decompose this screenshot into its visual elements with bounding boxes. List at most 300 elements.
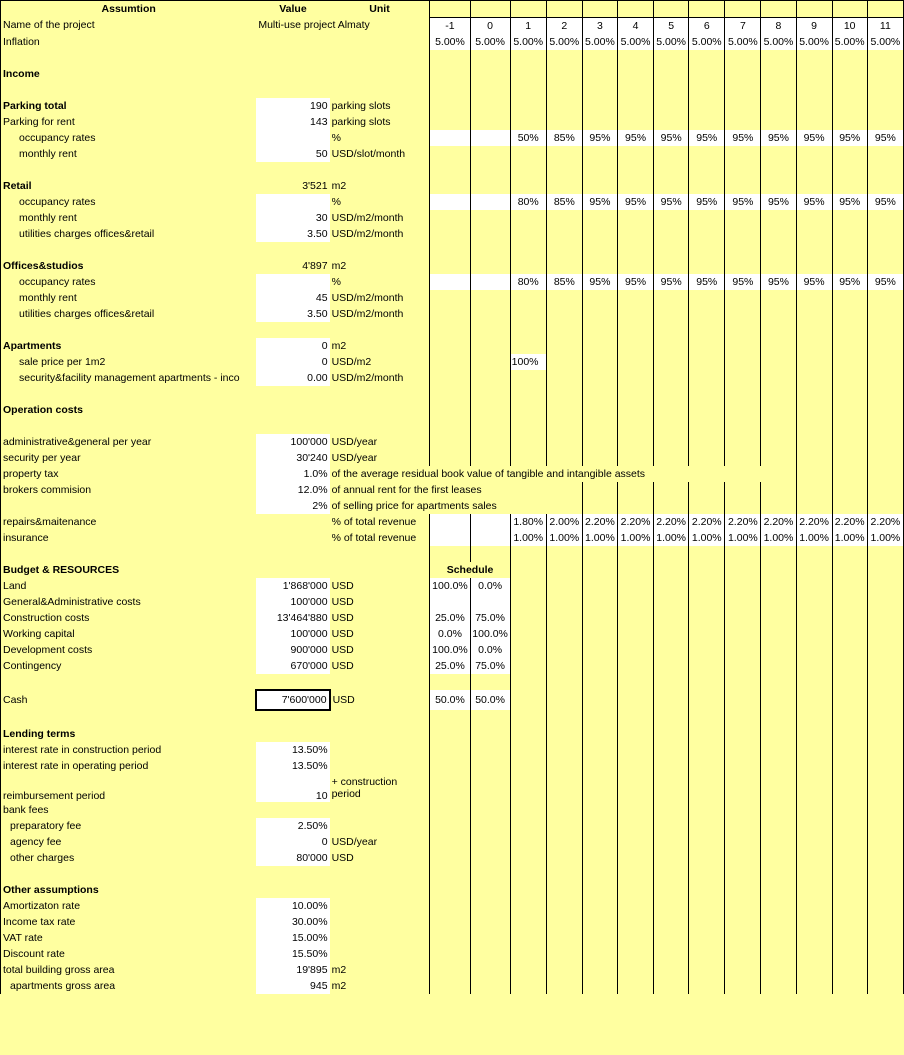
year-cell[interactable] <box>832 162 867 178</box>
year-cell[interactable] <box>510 50 546 66</box>
year-cell[interactable] <box>796 610 832 626</box>
year-cell[interactable] <box>689 370 725 386</box>
year-cell[interactable] <box>832 626 867 642</box>
year-cell[interactable] <box>617 338 653 354</box>
year-cell[interactable] <box>832 866 867 882</box>
year-cell[interactable] <box>546 758 582 774</box>
year-cell[interactable] <box>689 898 725 914</box>
year-cell[interactable] <box>796 802 832 818</box>
year-cell[interactable] <box>725 946 761 962</box>
year-cell[interactable] <box>546 434 582 450</box>
year-cell[interactable]: 95% <box>761 274 796 290</box>
year-cell[interactable] <box>617 146 653 162</box>
year-cell[interactable] <box>430 514 470 530</box>
year-cell[interactable] <box>761 434 796 450</box>
year-cell[interactable] <box>725 690 761 710</box>
year-cell[interactable]: 5.00% <box>430 34 470 50</box>
year-cell[interactable] <box>546 850 582 866</box>
year-cell[interactable] <box>761 802 796 818</box>
year-cell[interactable] <box>617 774 653 802</box>
year-cell[interactable] <box>796 322 832 338</box>
year-cell[interactable]: 95% <box>832 194 867 210</box>
year-cell[interactable] <box>510 690 546 710</box>
year-cell[interactable]: 75.0% <box>470 610 510 626</box>
year-cell[interactable] <box>582 114 617 130</box>
year-cell[interactable] <box>470 306 510 322</box>
year-cell[interactable] <box>761 338 796 354</box>
year-cell[interactable] <box>796 898 832 914</box>
year-cell[interactable] <box>689 386 725 402</box>
year-cell[interactable] <box>470 194 510 210</box>
year-cell[interactable] <box>725 322 761 338</box>
year-cell[interactable] <box>654 690 689 710</box>
year-cell[interactable] <box>546 978 582 994</box>
year-cell[interactable] <box>430 850 470 866</box>
year-cell[interactable] <box>617 178 653 194</box>
year-cell[interactable] <box>725 850 761 866</box>
year-cell[interactable] <box>470 546 510 562</box>
year-cell[interactable]: 95% <box>654 130 689 146</box>
year-cell[interactable] <box>796 658 832 674</box>
year-cell[interactable] <box>546 418 582 434</box>
year-cell[interactable] <box>796 482 832 498</box>
year-cell[interactable] <box>470 50 510 66</box>
year-cell[interactable] <box>867 178 903 194</box>
year-cell[interactable] <box>470 946 510 962</box>
year-cell[interactable]: 2.20% <box>832 514 867 530</box>
year-cell[interactable]: 0.0% <box>470 642 510 658</box>
row-value[interactable]: 0.00 <box>256 370 329 386</box>
year-cell[interactable]: 80% <box>510 194 546 210</box>
year-cell[interactable] <box>582 930 617 946</box>
year-cell[interactable] <box>430 434 470 450</box>
year-cell[interactable] <box>725 642 761 658</box>
year-cell[interactable] <box>546 66 582 82</box>
year-cell[interactable] <box>546 658 582 674</box>
year-cell[interactable] <box>546 626 582 642</box>
year-cell[interactable] <box>470 850 510 866</box>
row-value[interactable]: 30 <box>256 210 329 226</box>
year-cell[interactable] <box>430 418 470 434</box>
year-cell[interactable] <box>617 930 653 946</box>
row-value[interactable]: 143 <box>256 114 329 130</box>
year-cell[interactable] <box>761 866 796 882</box>
year-cell[interactable] <box>832 114 867 130</box>
year-cell[interactable] <box>582 322 617 338</box>
year-cell[interactable] <box>796 418 832 434</box>
year-cell[interactable] <box>654 178 689 194</box>
year-cell[interactable]: 25.0% <box>430 658 470 674</box>
year-cell[interactable] <box>510 258 546 274</box>
year-cell[interactable] <box>510 98 546 114</box>
year-cell[interactable] <box>470 514 510 530</box>
year-cell[interactable] <box>546 930 582 946</box>
year-cell[interactable] <box>470 834 510 850</box>
year-cell[interactable] <box>430 758 470 774</box>
year-cell[interactable] <box>654 802 689 818</box>
year-cell[interactable] <box>725 434 761 450</box>
year-cell[interactable] <box>689 850 725 866</box>
year-cell[interactable] <box>510 402 546 418</box>
year-cell[interactable] <box>832 742 867 758</box>
year-cell[interactable] <box>867 946 903 962</box>
year-cell[interactable] <box>582 866 617 882</box>
year-cell[interactable]: 85% <box>546 194 582 210</box>
year-cell[interactable] <box>832 178 867 194</box>
year-cell[interactable] <box>725 626 761 642</box>
year-cell[interactable] <box>510 578 546 594</box>
year-cell[interactable] <box>510 758 546 774</box>
year-cell[interactable] <box>654 98 689 114</box>
year-cell[interactable] <box>689 498 725 514</box>
year-cell[interactable] <box>796 306 832 322</box>
year-cell[interactable] <box>761 818 796 834</box>
year-cell[interactable] <box>725 962 761 978</box>
year-cell[interactable] <box>582 690 617 710</box>
year-cell[interactable]: 1.00% <box>689 530 725 546</box>
year-cell[interactable] <box>796 162 832 178</box>
year-cell[interactable] <box>430 338 470 354</box>
row-value[interactable]: 100'000 <box>256 594 329 610</box>
year-cell[interactable] <box>654 962 689 978</box>
year-cell[interactable] <box>761 710 796 726</box>
year-cell[interactable] <box>867 690 903 710</box>
year-cell[interactable] <box>867 594 903 610</box>
year-cell[interactable] <box>510 178 546 194</box>
year-cell[interactable] <box>761 930 796 946</box>
year-cell[interactable] <box>470 338 510 354</box>
year-cell[interactable] <box>546 82 582 98</box>
year-cell[interactable] <box>430 114 470 130</box>
year-cell[interactable] <box>470 450 510 466</box>
year-cell[interactable] <box>617 674 653 690</box>
year-cell[interactable] <box>796 850 832 866</box>
year-cell[interactable] <box>761 306 796 322</box>
year-cell[interactable] <box>725 290 761 306</box>
row-value[interactable]: 45 <box>256 290 329 306</box>
year-cell[interactable] <box>617 258 653 274</box>
year-cell[interactable] <box>725 818 761 834</box>
year-cell[interactable] <box>689 98 725 114</box>
year-cell[interactable] <box>761 546 796 562</box>
year-cell[interactable] <box>617 802 653 818</box>
year-cell[interactable]: 0.0% <box>470 578 510 594</box>
year-cell[interactable] <box>725 354 761 370</box>
year-cell[interactable] <box>796 914 832 930</box>
year-cell[interactable] <box>617 498 653 514</box>
year-cell[interactable] <box>654 866 689 882</box>
year-cell[interactable] <box>832 226 867 242</box>
year-cell[interactable] <box>689 306 725 322</box>
year-cell[interactable]: 1.00% <box>510 530 546 546</box>
row-value[interactable]: 0 <box>256 354 329 370</box>
year-cell[interactable] <box>617 578 653 594</box>
year-cell[interactable] <box>582 402 617 418</box>
year-cell[interactable] <box>832 898 867 914</box>
year-cell[interactable] <box>832 774 867 802</box>
year-cell[interactable] <box>725 306 761 322</box>
year-cell[interactable] <box>546 866 582 882</box>
year-cell[interactable]: 1.00% <box>546 530 582 546</box>
year-cell[interactable] <box>796 866 832 882</box>
year-cell[interactable] <box>510 290 546 306</box>
year-cell[interactable]: 1.00% <box>617 530 653 546</box>
year-cell[interactable] <box>867 658 903 674</box>
year-cell[interactable] <box>430 226 470 242</box>
year-cell[interactable] <box>546 546 582 562</box>
year-cell[interactable] <box>689 726 725 742</box>
year-cell[interactable] <box>761 162 796 178</box>
year-cell[interactable] <box>867 818 903 834</box>
year-cell[interactable] <box>617 834 653 850</box>
year-cell[interactable] <box>761 946 796 962</box>
row-value[interactable]: 15.00% <box>256 930 329 946</box>
year-cell[interactable]: 95% <box>689 194 725 210</box>
year-cell[interactable] <box>654 210 689 226</box>
year-cell[interactable] <box>832 402 867 418</box>
year-cell[interactable] <box>582 658 617 674</box>
year-cell[interactable] <box>689 930 725 946</box>
row-value[interactable]: 13.50% <box>256 742 329 758</box>
year-cell[interactable] <box>510 834 546 850</box>
year-cell[interactable] <box>689 674 725 690</box>
year-cell[interactable] <box>510 226 546 242</box>
year-cell[interactable] <box>867 866 903 882</box>
year-cell[interactable] <box>510 594 546 610</box>
year-cell[interactable] <box>867 642 903 658</box>
year-cell[interactable] <box>796 178 832 194</box>
year-cell[interactable] <box>470 530 510 546</box>
year-cell[interactable] <box>689 402 725 418</box>
year-cell[interactable] <box>617 710 653 726</box>
year-cell[interactable] <box>430 130 470 146</box>
year-cell[interactable] <box>867 242 903 258</box>
year-cell[interactable] <box>510 306 546 322</box>
year-cell[interactable] <box>654 546 689 562</box>
year-cell[interactable]: 5.00% <box>470 34 510 50</box>
year-cell[interactable] <box>796 370 832 386</box>
year-cell[interactable] <box>582 546 617 562</box>
year-cell[interactable] <box>867 210 903 226</box>
year-cell[interactable] <box>546 354 582 370</box>
year-cell[interactable] <box>470 402 510 418</box>
year-cell[interactable] <box>832 882 867 898</box>
year-cell[interactable] <box>546 322 582 338</box>
year-cell[interactable] <box>546 114 582 130</box>
year-cell[interactable] <box>582 626 617 642</box>
year-cell[interactable] <box>832 674 867 690</box>
year-cell[interactable] <box>470 354 510 370</box>
year-cell[interactable] <box>546 578 582 594</box>
year-cell[interactable] <box>832 802 867 818</box>
year-cell[interactable]: 95% <box>654 194 689 210</box>
year-cell[interactable] <box>725 914 761 930</box>
year-cell[interactable] <box>470 594 510 610</box>
year-cell[interactable] <box>796 710 832 726</box>
year-cell[interactable] <box>832 978 867 994</box>
row-value[interactable]: 1'868'000 <box>256 578 329 594</box>
year-cell[interactable]: 5.00% <box>689 34 725 50</box>
year-cell[interactable] <box>832 418 867 434</box>
row-value[interactable]: 19'895 <box>256 962 329 978</box>
year-cell[interactable] <box>654 418 689 434</box>
year-cell[interactable] <box>430 914 470 930</box>
year-cell[interactable] <box>582 742 617 758</box>
year-cell[interactable] <box>867 930 903 946</box>
year-cell[interactable] <box>617 242 653 258</box>
year-cell[interactable] <box>654 834 689 850</box>
year-cell[interactable] <box>546 774 582 802</box>
year-cell[interactable] <box>510 242 546 258</box>
year-cell[interactable] <box>510 914 546 930</box>
year-cell[interactable] <box>430 66 470 82</box>
year-cell[interactable] <box>510 162 546 178</box>
year-cell[interactable] <box>470 930 510 946</box>
year-cell[interactable] <box>689 866 725 882</box>
year-cell[interactable] <box>617 658 653 674</box>
year-cell[interactable]: 95% <box>582 130 617 146</box>
year-cell[interactable] <box>654 578 689 594</box>
year-cell[interactable] <box>510 626 546 642</box>
year-cell[interactable] <box>689 258 725 274</box>
year-cell[interactable] <box>582 610 617 626</box>
year-cell[interactable] <box>725 338 761 354</box>
year-cell[interactable]: 95% <box>761 194 796 210</box>
year-cell[interactable] <box>796 962 832 978</box>
year-cell[interactable] <box>617 594 653 610</box>
year-cell[interactable] <box>470 322 510 338</box>
year-cell[interactable] <box>510 774 546 802</box>
year-cell[interactable] <box>867 774 903 802</box>
year-cell[interactable] <box>510 66 546 82</box>
year-cell[interactable] <box>510 610 546 626</box>
year-cell[interactable] <box>761 690 796 710</box>
year-cell[interactable] <box>725 82 761 98</box>
year-cell[interactable] <box>430 594 470 610</box>
year-cell[interactable] <box>761 482 796 498</box>
year-cell[interactable] <box>725 674 761 690</box>
year-cell[interactable] <box>617 322 653 338</box>
year-cell[interactable] <box>582 242 617 258</box>
year-cell[interactable] <box>546 450 582 466</box>
year-cell[interactable] <box>725 50 761 66</box>
year-cell[interactable] <box>761 402 796 418</box>
year-cell[interactable] <box>867 338 903 354</box>
year-cell[interactable] <box>725 866 761 882</box>
year-cell[interactable] <box>689 226 725 242</box>
year-cell[interactable] <box>617 354 653 370</box>
year-cell[interactable] <box>546 946 582 962</box>
year-cell[interactable] <box>546 898 582 914</box>
year-cell[interactable] <box>689 210 725 226</box>
year-cell[interactable] <box>654 162 689 178</box>
year-cell[interactable] <box>617 210 653 226</box>
year-cell[interactable] <box>725 146 761 162</box>
year-cell[interactable] <box>470 710 510 726</box>
year-cell[interactable] <box>582 450 617 466</box>
year-cell[interactable]: 1.00% <box>725 530 761 546</box>
row-value[interactable]: 0 <box>256 338 329 354</box>
year-cell[interactable]: 5.00% <box>617 34 653 50</box>
year-cell[interactable] <box>510 338 546 354</box>
row-value[interactable]: 900'000 <box>256 642 329 658</box>
year-cell[interactable] <box>725 758 761 774</box>
year-cell[interactable] <box>582 578 617 594</box>
year-cell[interactable]: 95% <box>582 194 617 210</box>
year-cell[interactable] <box>470 178 510 194</box>
year-cell[interactable] <box>796 82 832 98</box>
year-cell[interactable] <box>725 726 761 742</box>
year-cell[interactable] <box>654 742 689 758</box>
year-cell[interactable] <box>546 146 582 162</box>
year-cell[interactable] <box>832 322 867 338</box>
year-cell[interactable] <box>689 146 725 162</box>
year-cell[interactable] <box>867 710 903 726</box>
year-cell[interactable] <box>546 242 582 258</box>
year-cell[interactable] <box>689 482 725 498</box>
year-cell[interactable] <box>617 546 653 562</box>
year-cell[interactable] <box>430 898 470 914</box>
year-cell[interactable] <box>654 82 689 98</box>
year-cell[interactable] <box>430 402 470 418</box>
row-value[interactable]: 30'240 <box>256 450 329 466</box>
year-cell[interactable] <box>654 226 689 242</box>
year-cell[interactable] <box>761 114 796 130</box>
year-cell[interactable]: 2.20% <box>654 514 689 530</box>
year-cell[interactable] <box>867 834 903 850</box>
year-cell[interactable] <box>725 370 761 386</box>
year-cell[interactable] <box>761 674 796 690</box>
year-cell[interactable]: 1.00% <box>654 530 689 546</box>
year-cell[interactable] <box>546 642 582 658</box>
year-cell[interactable] <box>654 306 689 322</box>
year-cell[interactable] <box>725 498 761 514</box>
year-cell[interactable] <box>617 418 653 434</box>
year-cell[interactable] <box>832 658 867 674</box>
year-cell[interactable] <box>689 290 725 306</box>
year-cell[interactable] <box>654 726 689 742</box>
year-cell[interactable] <box>582 774 617 802</box>
year-cell[interactable]: 95% <box>867 130 903 146</box>
year-cell[interactable] <box>796 946 832 962</box>
year-cell[interactable] <box>867 882 903 898</box>
year-cell[interactable] <box>617 402 653 418</box>
row-value[interactable]: 30.00% <box>256 914 329 930</box>
year-cell[interactable] <box>510 418 546 434</box>
row-value[interactable]: 670'000 <box>256 658 329 674</box>
year-cell[interactable] <box>617 690 653 710</box>
year-cell[interactable] <box>867 914 903 930</box>
year-cell[interactable] <box>832 946 867 962</box>
year-cell[interactable] <box>689 354 725 370</box>
year-cell[interactable] <box>725 418 761 434</box>
row-value[interactable]: 80'000 <box>256 850 329 866</box>
year-cell[interactable] <box>689 338 725 354</box>
year-cell[interactable] <box>430 98 470 114</box>
year-cell[interactable] <box>617 946 653 962</box>
year-cell[interactable]: 2.20% <box>725 514 761 530</box>
year-cell[interactable] <box>867 578 903 594</box>
year-cell[interactable] <box>510 386 546 402</box>
year-cell[interactable] <box>796 290 832 306</box>
year-cell[interactable] <box>510 818 546 834</box>
year-cell[interactable] <box>689 178 725 194</box>
year-cell[interactable] <box>867 146 903 162</box>
year-cell[interactable] <box>796 774 832 802</box>
year-cell[interactable] <box>654 66 689 82</box>
year-cell[interactable] <box>430 834 470 850</box>
year-cell[interactable] <box>761 50 796 66</box>
